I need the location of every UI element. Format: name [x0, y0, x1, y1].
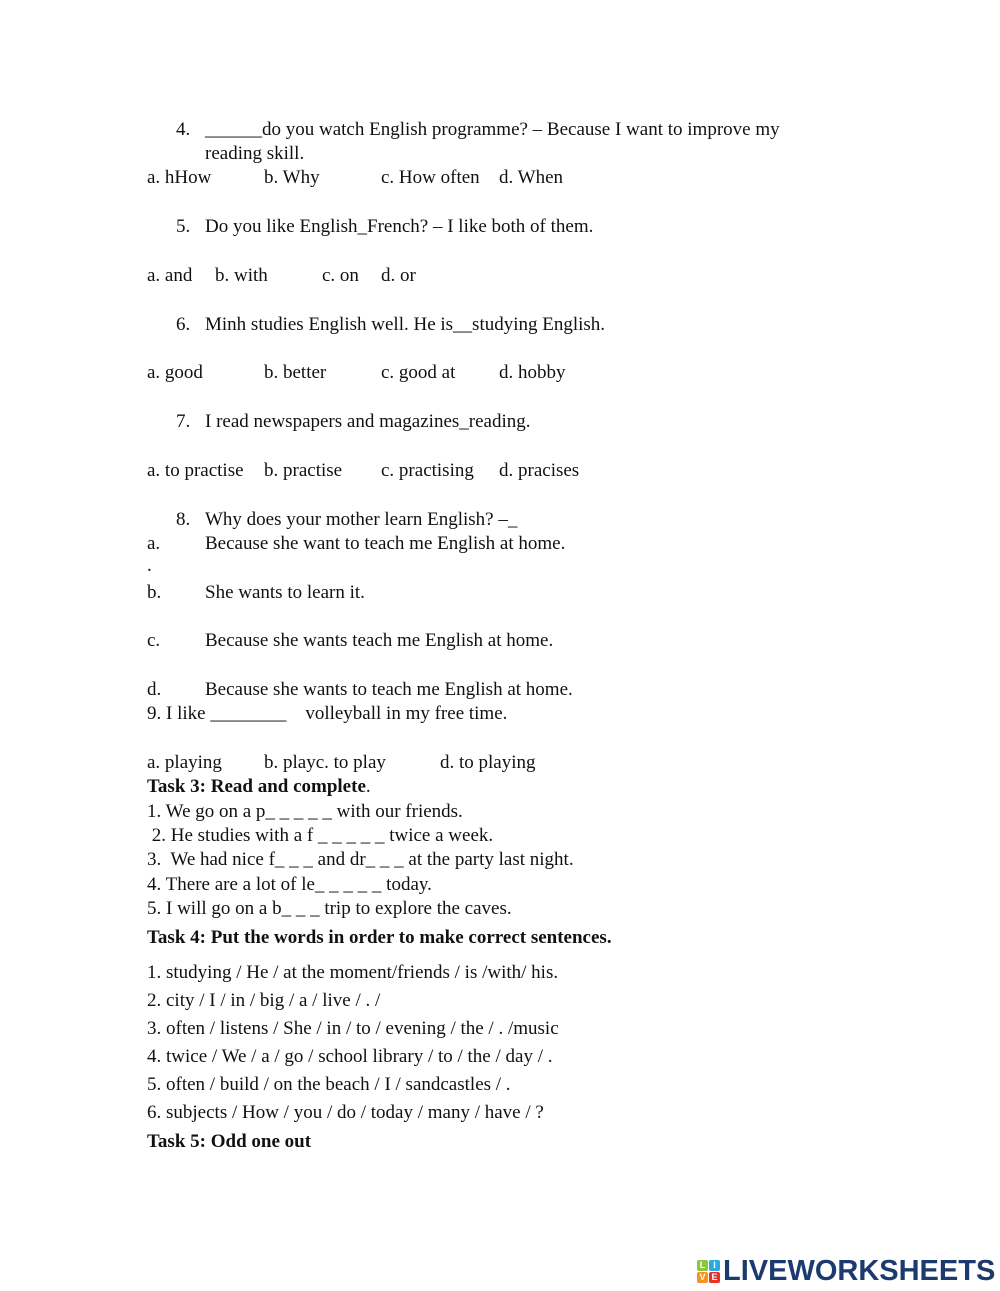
option: d. pracises [499, 460, 580, 481]
logo-cube-letter: I [709, 1260, 720, 1271]
logo-cube-icon [697, 1260, 720, 1283]
question-number: 8. [176, 509, 191, 530]
task3-item: 3. We had nice f_ _ _ and dr_ _ _ at the party last night. [147, 849, 574, 870]
task3-item: 1. We go on a p_ _ _ _ _ with our friends. [147, 801, 463, 822]
task3-item: 2. He studies with a f _ _ _ _ _ twice a week. [147, 825, 494, 846]
option: Because she wants to teach me English at home. [205, 679, 573, 700]
question-text: reading skill. [205, 143, 305, 164]
option-letter: b. [147, 582, 162, 603]
question-text: 9. I like ________ volleyball in my free time. [147, 703, 508, 724]
question-text: Minh studies English well. He is__studying English. [205, 314, 606, 335]
option: Because she want to teach me English at home. [205, 533, 566, 554]
logo-cube-letter: E [709, 1272, 720, 1283]
option: a. and [147, 265, 193, 286]
option: c. good at [381, 362, 456, 383]
task3-heading [147, 776, 371, 798]
option-letter: d. [147, 679, 162, 700]
logo-text: LIVEWORKSHEETS [723, 1255, 996, 1287]
option: d. hobby [499, 362, 566, 383]
task4-heading: Task 4: Put the words in order to make correct sentences. [147, 927, 612, 948]
task3-item: 5. I will go on a b_ _ _ trip to explore the caves. [147, 898, 512, 919]
option: a. good [147, 362, 203, 383]
task4-item: 4. twice / We / a / go / school library / to / the / day / . [147, 1046, 553, 1067]
task4-item: 5. often / build / on the beach / I / sandcastles / . [147, 1074, 511, 1095]
option: b. practise [264, 460, 343, 481]
task4-item: 3. often / listens / She / in / to / evening / the / . /music [147, 1018, 559, 1039]
question-text: Why does your mother learn English? –_ [205, 509, 518, 530]
logo-cube-letter: V [697, 1272, 708, 1283]
option: c. practising [381, 460, 474, 481]
option: Because she wants teach me English at home. [205, 630, 554, 651]
question-text: Do you like English_French? – I like both of them. [205, 216, 594, 237]
option-letter: a. [147, 533, 161, 554]
option: c. How often [381, 167, 480, 188]
option: She wants to learn it. [205, 582, 365, 603]
logo-cube-letter: L [697, 1260, 708, 1271]
option: d. or [381, 265, 416, 286]
option: c. on [322, 265, 359, 286]
option: b. Why [264, 167, 320, 188]
question-number: 7. [176, 411, 191, 432]
task4-item: 6. subjects / How / you / do / today / many / have / ? [147, 1102, 544, 1123]
option: b. with [215, 265, 268, 286]
task4-item: 1. studying / He / at the moment/friends / is /with/ his. [147, 962, 559, 983]
task4-item: 2. city / I / in / big / a / live / . / [147, 990, 381, 1011]
question-number: 5. [176, 216, 191, 237]
question-number: 6. [176, 314, 191, 335]
option: d. to playing [440, 752, 536, 773]
task3-title-suffix: . [365, 776, 371, 797]
task3-item: 4. There are a lot of le_ _ _ _ _ today. [147, 874, 432, 895]
question-number: 4. [176, 119, 191, 140]
option: a. to practise [147, 460, 244, 481]
question-text: I read newspapers and magazines_reading. [205, 411, 531, 432]
option-letter: c. [147, 630, 161, 651]
stray-dot: . [147, 555, 152, 576]
task5-heading: Task 5: Odd one out [147, 1131, 312, 1152]
option: b. better [264, 362, 327, 383]
question-text: ______do you watch English programme? – Because I want to improve my [205, 119, 780, 140]
option: b. playc. to play [264, 752, 386, 773]
option: a. playing [147, 752, 222, 773]
option: d. When [499, 167, 564, 188]
option: a. hHow [147, 167, 212, 188]
liveworksheets-logo [697, 1256, 995, 1286]
task3-title: Task 3: Read and complete [147, 776, 366, 797]
